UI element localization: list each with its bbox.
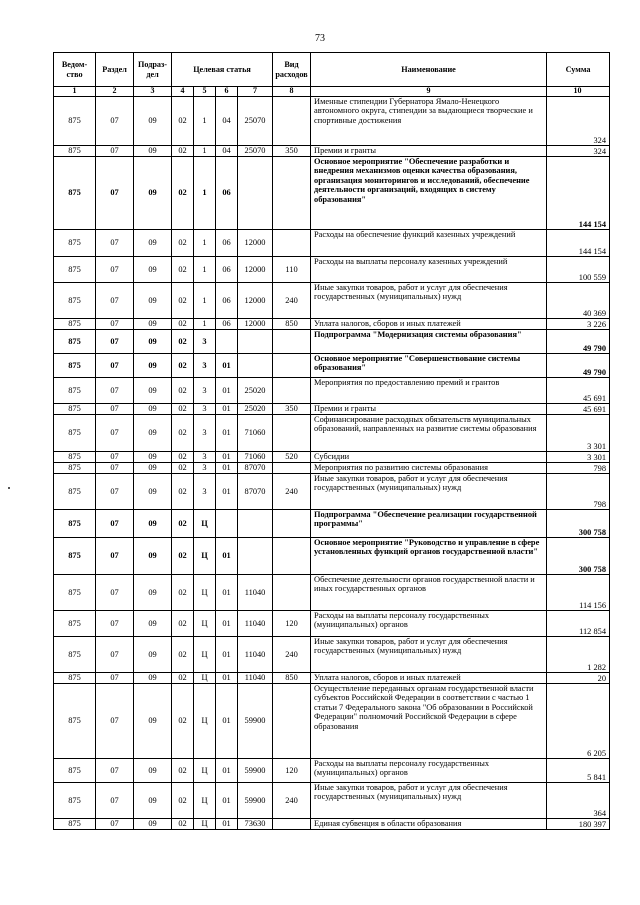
cell-razdel: 07: [96, 452, 134, 463]
cell-target-1: 02: [172, 684, 194, 759]
cell-razdel: 07: [96, 783, 134, 819]
cell-vid-rashodov: 120: [273, 759, 311, 783]
cell-target-2: 3: [194, 474, 216, 510]
cell-podrazdel: 09: [134, 510, 172, 538]
cell-target-1: 02: [172, 319, 194, 330]
cell-vedomstvo: 875: [54, 146, 96, 157]
cell-summa: 324: [547, 146, 610, 157]
cell-summa: 300 758: [547, 538, 610, 575]
cell-summa: 798: [547, 474, 610, 510]
col-number: 9: [311, 87, 547, 97]
cell-target-2: 3: [194, 463, 216, 474]
cell-target-1: 02: [172, 575, 194, 611]
cell-target-4: [238, 510, 273, 538]
cell-summa: 6 205: [547, 684, 610, 759]
cell-vid-rashodov: [273, 230, 311, 257]
table-row: [54, 257, 610, 283]
cell-target-3: 01: [216, 611, 238, 637]
cell-vid-rashodov: 520: [273, 452, 311, 463]
cell-vedomstvo: 875: [54, 538, 96, 575]
cell-target-3: 01: [216, 474, 238, 510]
margin-mark: [8, 487, 10, 489]
cell-vedomstvo: 875: [54, 354, 96, 378]
col-number: 7: [238, 87, 273, 97]
col-razdel: Раздел: [96, 53, 134, 87]
cell-target-2: Ц: [194, 759, 216, 783]
table-row: [54, 575, 610, 611]
cell-summa: 3 301: [547, 415, 610, 452]
cell-razdel: 07: [96, 230, 134, 257]
cell-naimenovanie: Обеспечение деятельности органов государственной власти и иных государственных органов: [311, 575, 547, 611]
cell-target-2: 3: [194, 404, 216, 415]
col-number: 4: [172, 87, 194, 97]
cell-target-4: [238, 538, 273, 575]
cell-naimenovanie: Расходы на выплаты персоналу государственных (муниципальных) органов: [311, 759, 547, 783]
page-number: 73: [315, 33, 325, 44]
cell-target-3: 01: [216, 404, 238, 415]
cell-summa: 20: [547, 673, 610, 684]
cell-razdel: 07: [96, 378, 134, 404]
table-row: [54, 452, 610, 463]
cell-target-2: Ц: [194, 538, 216, 575]
cell-target-1: 02: [172, 230, 194, 257]
cell-vedomstvo: 875: [54, 637, 96, 673]
cell-podrazdel: 09: [134, 378, 172, 404]
table-row: [54, 538, 610, 575]
col-number: 8: [273, 87, 311, 97]
cell-naimenovanie: Расходы на обеспечение функций казенных учреждений: [311, 230, 547, 257]
cell-summa: 49 790: [547, 354, 610, 378]
cell-target-1: 02: [172, 452, 194, 463]
cell-target-3: 06: [216, 319, 238, 330]
cell-summa: 300 758: [547, 510, 610, 538]
table-row: [54, 157, 610, 230]
cell-naimenovanie: Уплата налогов, сборов и иных платежей: [311, 673, 547, 684]
cell-naimenovanie: Премии и гранты: [311, 146, 547, 157]
cell-summa: 45 691: [547, 404, 610, 415]
cell-target-2: Ц: [194, 611, 216, 637]
cell-podrazdel: 09: [134, 538, 172, 575]
cell-naimenovanie: Расходы на выплаты персоналу казенных учреждений: [311, 257, 547, 283]
table-row: [54, 759, 610, 783]
cell-target-4: 25020: [238, 378, 273, 404]
cell-target-2: 3: [194, 354, 216, 378]
cell-target-2: 1: [194, 146, 216, 157]
cell-summa: 40 369: [547, 283, 610, 319]
cell-target-4: 71060: [238, 452, 273, 463]
cell-naimenovanie: Расходы на выплаты персоналу государственных (муниципальных) органов: [311, 611, 547, 637]
cell-vedomstvo: 875: [54, 452, 96, 463]
cell-target-1: 02: [172, 415, 194, 452]
cell-vid-rashodov: 240: [273, 637, 311, 673]
cell-target-1: 02: [172, 257, 194, 283]
cell-vid-rashodov: [273, 330, 311, 354]
col-number: 6: [216, 87, 238, 97]
cell-target-4: 11040: [238, 673, 273, 684]
cell-target-2: 1: [194, 97, 216, 146]
cell-target-1: 02: [172, 146, 194, 157]
cell-target-4: 87070: [238, 474, 273, 510]
cell-target-4: 12000: [238, 319, 273, 330]
cell-naimenovanie: Мероприятия по развитию системы образования: [311, 463, 547, 474]
cell-podrazdel: 09: [134, 157, 172, 230]
cell-vid-rashodov: 850: [273, 673, 311, 684]
cell-target-3: 01: [216, 819, 238, 830]
cell-target-3: 01: [216, 759, 238, 783]
table-body: [54, 97, 610, 830]
table-row: [54, 378, 610, 404]
column-number-row: [54, 87, 610, 97]
cell-podrazdel: 09: [134, 684, 172, 759]
cell-vid-rashodov: [273, 157, 311, 230]
cell-summa: 324: [547, 97, 610, 146]
cell-razdel: 07: [96, 157, 134, 230]
cell-vedomstvo: 875: [54, 575, 96, 611]
table-row: [54, 146, 610, 157]
cell-podrazdel: 09: [134, 673, 172, 684]
cell-podrazdel: 09: [134, 819, 172, 830]
cell-podrazdel: 09: [134, 97, 172, 146]
cell-naimenovanie: Единая субвенция в области образования: [311, 819, 547, 830]
cell-summa: 112 854: [547, 611, 610, 637]
cell-target-3: [216, 510, 238, 538]
cell-naimenovanie: Осуществление переданных органам государственной власти субъектов Российской Федерации в соответствии с частью 1 статьи 7 Федерального закона "Об образовании в Российской Федерации" полномочий Российской Федерации в сфере образования: [311, 684, 547, 759]
cell-vid-rashodov: [273, 463, 311, 474]
cell-naimenovanie: Софинансирование расходных обязательств муниципальных образований, направленных на развитие системы образования: [311, 415, 547, 452]
cell-razdel: 07: [96, 257, 134, 283]
col-number: 10: [547, 87, 610, 97]
col-vid-rashodov: Вид расходов: [273, 53, 311, 87]
cell-naimenovanie: Именные стипендии Губернатора Ямало-Ненецкого автономного округа, стипендии за выдающиеся творческие и спортивные достижения: [311, 97, 547, 146]
cell-target-4: 25070: [238, 97, 273, 146]
cell-podrazdel: 09: [134, 415, 172, 452]
cell-vid-rashodov: 850: [273, 319, 311, 330]
cell-vid-rashodov: 350: [273, 404, 311, 415]
col-celevaya-statya: Целевая статья: [172, 53, 273, 87]
cell-podrazdel: 09: [134, 319, 172, 330]
table-row: [54, 354, 610, 378]
cell-podrazdel: 09: [134, 463, 172, 474]
cell-vedomstvo: 875: [54, 97, 96, 146]
cell-target-1: 02: [172, 157, 194, 230]
cell-naimenovanie: Основное мероприятие "Руководство и управление в сфере установленных функций органов государственной власти": [311, 538, 547, 575]
cell-naimenovanie: Иные закупки товаров, работ и услуг для обеспечения государственных (муниципальных) нужд: [311, 783, 547, 819]
cell-target-4: [238, 330, 273, 354]
cell-target-3: 04: [216, 146, 238, 157]
cell-vid-rashodov: [273, 538, 311, 575]
cell-target-3: 01: [216, 637, 238, 673]
cell-razdel: 07: [96, 146, 134, 157]
cell-podrazdel: 09: [134, 283, 172, 319]
cell-target-1: 02: [172, 330, 194, 354]
cell-podrazdel: 09: [134, 330, 172, 354]
col-number: 1: [54, 87, 96, 97]
cell-podrazdel: 09: [134, 611, 172, 637]
cell-target-3: 01: [216, 354, 238, 378]
cell-vid-rashodov: 120: [273, 611, 311, 637]
cell-naimenovanie: Иные закупки товаров, работ и услуг для обеспечения государственных (муниципальных) нужд: [311, 474, 547, 510]
cell-target-2: Ц: [194, 819, 216, 830]
cell-razdel: 07: [96, 415, 134, 452]
cell-razdel: 07: [96, 575, 134, 611]
cell-target-4: 59900: [238, 684, 273, 759]
cell-vedomstvo: 875: [54, 283, 96, 319]
cell-naimenovanie: Подпрограмма "Модернизация системы образования": [311, 330, 547, 354]
cell-target-2: 3: [194, 378, 216, 404]
cell-vid-rashodov: [273, 684, 311, 759]
cell-summa: 798: [547, 463, 610, 474]
cell-summa: 3 301: [547, 452, 610, 463]
table-row: [54, 684, 610, 759]
cell-summa: 3 226: [547, 319, 610, 330]
cell-vedomstvo: 875: [54, 157, 96, 230]
cell-vedomstvo: 875: [54, 415, 96, 452]
cell-razdel: 07: [96, 354, 134, 378]
cell-target-4: [238, 354, 273, 378]
cell-target-3: 06: [216, 230, 238, 257]
cell-podrazdel: 09: [134, 404, 172, 415]
cell-target-3: [216, 330, 238, 354]
cell-razdel: 07: [96, 97, 134, 146]
cell-summa: 45 691: [547, 378, 610, 404]
cell-target-3: 04: [216, 97, 238, 146]
table-row: [54, 230, 610, 257]
table-row: [54, 330, 610, 354]
cell-vedomstvo: 875: [54, 257, 96, 283]
cell-target-2: 1: [194, 319, 216, 330]
cell-target-1: 02: [172, 510, 194, 538]
cell-razdel: 07: [96, 819, 134, 830]
cell-vedomstvo: 875: [54, 319, 96, 330]
cell-target-4: 12000: [238, 283, 273, 319]
cell-podrazdel: 09: [134, 637, 172, 673]
cell-vid-rashodov: 350: [273, 146, 311, 157]
cell-vedomstvo: 875: [54, 330, 96, 354]
cell-podrazdel: 09: [134, 230, 172, 257]
cell-podrazdel: 09: [134, 474, 172, 510]
cell-vid-rashodov: [273, 575, 311, 611]
cell-target-3: 01: [216, 378, 238, 404]
cell-target-3: 01: [216, 415, 238, 452]
cell-target-4: 25070: [238, 146, 273, 157]
cell-podrazdel: 09: [134, 452, 172, 463]
cell-summa: 100 559: [547, 257, 610, 283]
cell-target-3: 01: [216, 684, 238, 759]
cell-razdel: 07: [96, 463, 134, 474]
cell-vid-rashodov: [273, 378, 311, 404]
cell-razdel: 07: [96, 673, 134, 684]
cell-vid-rashodov: [273, 510, 311, 538]
cell-vedomstvo: 875: [54, 684, 96, 759]
cell-target-1: 02: [172, 673, 194, 684]
cell-vid-rashodov: 240: [273, 283, 311, 319]
cell-target-1: 02: [172, 759, 194, 783]
cell-summa: 114 156: [547, 575, 610, 611]
cell-vid-rashodov: [273, 354, 311, 378]
cell-target-4: 87070: [238, 463, 273, 474]
cell-vedomstvo: 875: [54, 378, 96, 404]
cell-target-1: 02: [172, 283, 194, 319]
col-podrazdel: Подраз-дел: [134, 53, 172, 87]
cell-razdel: 07: [96, 538, 134, 575]
cell-target-2: 1: [194, 283, 216, 319]
cell-vedomstvo: 875: [54, 510, 96, 538]
cell-target-4: 12000: [238, 257, 273, 283]
cell-target-3: 06: [216, 257, 238, 283]
col-number: 3: [134, 87, 172, 97]
cell-target-3: 01: [216, 673, 238, 684]
cell-podrazdel: 09: [134, 257, 172, 283]
cell-vid-rashodov: [273, 97, 311, 146]
cell-target-4: [238, 157, 273, 230]
cell-naimenovanie: Подпрограмма "Обеспечение реализации государственной программы": [311, 510, 547, 538]
cell-target-4: 59900: [238, 783, 273, 819]
table-row: [54, 415, 610, 452]
cell-razdel: 07: [96, 611, 134, 637]
cell-razdel: 07: [96, 319, 134, 330]
cell-target-2: Ц: [194, 575, 216, 611]
cell-razdel: 07: [96, 637, 134, 673]
cell-target-2: Ц: [194, 637, 216, 673]
col-number: 2: [96, 87, 134, 97]
cell-podrazdel: 09: [134, 575, 172, 611]
cell-target-4: 11040: [238, 637, 273, 673]
cell-target-2: 3: [194, 452, 216, 463]
cell-vid-rashodov: 240: [273, 783, 311, 819]
cell-vid-rashodov: 110: [273, 257, 311, 283]
cell-razdel: 07: [96, 684, 134, 759]
cell-target-4: 25020: [238, 404, 273, 415]
table-row: [54, 819, 610, 830]
cell-target-2: 3: [194, 415, 216, 452]
table-row: [54, 611, 610, 637]
cell-target-2: 1: [194, 230, 216, 257]
cell-naimenovanie: Премии и гранты: [311, 404, 547, 415]
cell-vedomstvo: 875: [54, 463, 96, 474]
cell-vedomstvo: 875: [54, 611, 96, 637]
cell-target-4: 11040: [238, 575, 273, 611]
col-vedomstvo: Ведом-ство: [54, 53, 96, 87]
cell-summa: 364: [547, 783, 610, 819]
cell-target-3: 01: [216, 575, 238, 611]
cell-razdel: 07: [96, 330, 134, 354]
cell-naimenovanie: Основное мероприятие "Совершенствование системы образования": [311, 354, 547, 378]
cell-target-2: 3: [194, 330, 216, 354]
table-row: [54, 783, 610, 819]
cell-summa: 5 841: [547, 759, 610, 783]
cell-vid-rashodov: [273, 415, 311, 452]
cell-target-2: 1: [194, 157, 216, 230]
cell-target-1: 02: [172, 97, 194, 146]
cell-razdel: 07: [96, 759, 134, 783]
cell-naimenovanie: Иные закупки товаров, работ и услуг для обеспечения государственных (муниципальных) нужд: [311, 283, 547, 319]
cell-razdel: 07: [96, 510, 134, 538]
cell-target-3: 01: [216, 463, 238, 474]
cell-target-1: 02: [172, 463, 194, 474]
col-summa: Сумма: [547, 53, 610, 87]
cell-target-3: 01: [216, 452, 238, 463]
cell-target-3: 01: [216, 538, 238, 575]
cell-target-2: Ц: [194, 510, 216, 538]
table-row: [54, 97, 610, 146]
cell-naimenovanie: Уплата налогов, сборов и иных платежей: [311, 319, 547, 330]
cell-summa: 144 154: [547, 157, 610, 230]
cell-target-2: 1: [194, 257, 216, 283]
cell-vedomstvo: 875: [54, 474, 96, 510]
cell-target-1: 02: [172, 404, 194, 415]
cell-target-1: 02: [172, 378, 194, 404]
cell-target-4: 71060: [238, 415, 273, 452]
cell-target-1: 02: [172, 474, 194, 510]
table-row: [54, 319, 610, 330]
col-naimenovanie: Наименование: [311, 53, 547, 87]
cell-target-1: 02: [172, 637, 194, 673]
cell-razdel: 07: [96, 283, 134, 319]
table-row: [54, 673, 610, 684]
cell-target-4: 73630: [238, 819, 273, 830]
cell-target-1: 02: [172, 354, 194, 378]
col-number: 5: [194, 87, 216, 97]
cell-podrazdel: 09: [134, 146, 172, 157]
table-row: [54, 283, 610, 319]
cell-summa: 49 790: [547, 330, 610, 354]
cell-podrazdel: 09: [134, 354, 172, 378]
header-row: [54, 53, 610, 87]
cell-vedomstvo: 875: [54, 819, 96, 830]
cell-summa: 144 154: [547, 230, 610, 257]
cell-podrazdel: 09: [134, 783, 172, 819]
cell-razdel: 07: [96, 474, 134, 510]
table-row: [54, 463, 610, 474]
cell-vedomstvo: 875: [54, 783, 96, 819]
cell-target-3: 01: [216, 783, 238, 819]
cell-target-2: Ц: [194, 673, 216, 684]
cell-target-2: Ц: [194, 783, 216, 819]
cell-target-4: 59900: [238, 759, 273, 783]
cell-razdel: 07: [96, 404, 134, 415]
cell-vid-rashodov: [273, 819, 311, 830]
cell-target-3: 06: [216, 157, 238, 230]
cell-vedomstvo: 875: [54, 673, 96, 684]
cell-podrazdel: 09: [134, 759, 172, 783]
cell-target-2: Ц: [194, 684, 216, 759]
cell-vedomstvo: 875: [54, 404, 96, 415]
table-row: [54, 404, 610, 415]
table-row: [54, 474, 610, 510]
cell-naimenovanie: Субсидии: [311, 452, 547, 463]
cell-summa: 180 397: [547, 819, 610, 830]
cell-target-1: 02: [172, 538, 194, 575]
cell-target-3: 06: [216, 283, 238, 319]
cell-naimenovanie: Иные закупки товаров, работ и услуг для обеспечения государственных (муниципальных) нужд: [311, 637, 547, 673]
cell-vedomstvo: 875: [54, 230, 96, 257]
budget-table: [53, 52, 610, 830]
cell-summa: 1 282: [547, 637, 610, 673]
cell-naimenovanie: Основное мероприятие "Обеспечение разработки и внедрения механизмов оценки качества образования, организация мониторингов и исследований, обеспечение деятельности организаций, входящих в систему образования": [311, 157, 547, 230]
cell-naimenovanie: Мероприятия по предоставлению премий и грантов: [311, 378, 547, 404]
table-row: [54, 510, 610, 538]
cell-target-1: 02: [172, 611, 194, 637]
cell-target-1: 02: [172, 819, 194, 830]
cell-vid-rashodov: 240: [273, 474, 311, 510]
cell-vedomstvo: 875: [54, 759, 96, 783]
cell-target-4: 11040: [238, 611, 273, 637]
cell-target-1: 02: [172, 783, 194, 819]
cell-target-4: 12000: [238, 230, 273, 257]
table-row: [54, 637, 610, 673]
